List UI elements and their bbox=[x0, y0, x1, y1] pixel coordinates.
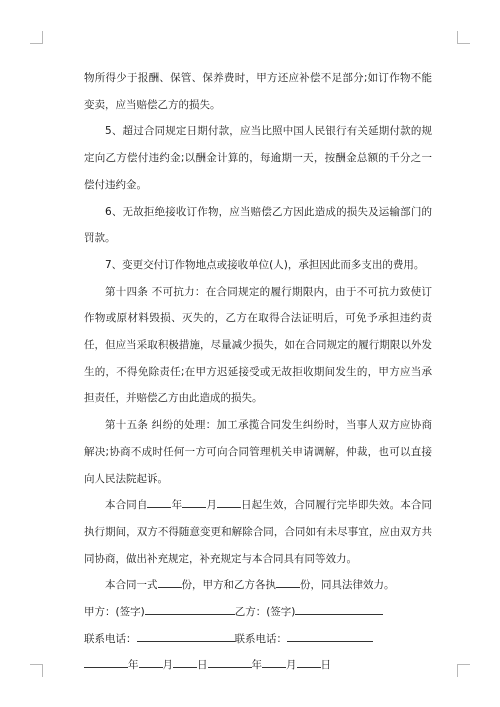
paragraph-article-15: 第十五条 纠纷的处理：加工承揽合同发生纠纷时，当事人双方应协商解决;协商不成时任何一方可向合同管理机关申请调解，仲裁，也可以直接向人民法院起诉。 bbox=[84, 419, 432, 485]
paragraph-article-14: 第十四条 不可抗力：在合同规定的履行期限内，由于不可抗力致使订作物或原材料毁损、灭失的，乙方在取得合法证明后，可免予承担违约责任，但应当采取积极措施，尽量减少损失，如在合同规定的履行期限以外发生的，不得免除责任;在甲方迟延接受或无故拒收期间发生的，甲方应当承担责任，并赔偿乙方由此造成的损失。 bbox=[84, 285, 432, 405]
effective-text-start: 本合同自 bbox=[105, 499, 148, 512]
date-line bbox=[84, 652, 432, 679]
effective-month-label: 月 bbox=[206, 499, 217, 512]
effective-year-label: 年 bbox=[171, 499, 183, 512]
party-a-phone-blank bbox=[137, 629, 235, 642]
copies-text-end: 份，同具法律效力。 bbox=[300, 579, 395, 592]
copies-text-middle: 份，甲方和乙方各执 bbox=[181, 579, 276, 592]
party-b-month-blank bbox=[262, 655, 286, 668]
party-b-year-label: 年 bbox=[251, 659, 262, 672]
paragraph-clause-5: 5、超过合同规定日期付款，应当比照中国人民银行有关延期付款的规定向乙方偿付违约金;以酬金计算的，每逾期一天，按酬金总额的千分之一偿付违约金。 bbox=[84, 125, 432, 191]
month-blank bbox=[182, 495, 206, 508]
copies-each-blank bbox=[276, 575, 300, 588]
paragraph-clause-6: 6、无故拒绝接收订作物，应当赔偿乙方因此造成的损失及运输部门的罚款。 bbox=[84, 205, 432, 245]
crop-mark-top-left bbox=[30, 31, 43, 44]
party-b-phone-blank bbox=[287, 629, 373, 642]
party-a-day-blank bbox=[173, 655, 197, 668]
party-b-day-label: 日 bbox=[320, 659, 331, 672]
paragraph-effective-term bbox=[84, 492, 432, 572]
party-a-signature-blank bbox=[145, 602, 235, 615]
crop-mark-bottom-right bbox=[457, 664, 470, 677]
crop-mark-bottom-left bbox=[30, 664, 43, 677]
party-a-month-label: 月 bbox=[162, 659, 173, 672]
party-a-year-blank bbox=[84, 655, 128, 668]
party-b-day-blank bbox=[297, 655, 321, 668]
paragraph-copies bbox=[84, 572, 432, 599]
paragraph-continued: 物所得少于报酬、保管、保养费时，甲方还应补偿不足部分;如订作物不能变卖，应当赔偿乙方的损失。 bbox=[84, 72, 432, 111]
party-a-phone-label: 联系电话： bbox=[84, 632, 137, 645]
day-blank bbox=[217, 495, 241, 508]
copies-text-start: 本合同一式 bbox=[105, 579, 158, 592]
party-b-month-label: 月 bbox=[286, 659, 297, 672]
effective-text-rest: 日起生效，合同履行完毕即失效。本合同执行期间，双方不得随意变更和解除合同，合同如有未尽事宜，应由双方共同协商，做出补充规定，补充规定与本合同具有同等效力。 bbox=[84, 499, 433, 565]
party-b-signature-blank bbox=[295, 602, 383, 615]
party-a-month-blank bbox=[139, 655, 163, 668]
party-a-signature-label: 甲方：(签字) bbox=[84, 606, 145, 619]
document-body bbox=[84, 65, 432, 679]
party-a-day-label: 日 bbox=[197, 659, 208, 672]
copies-total-blank bbox=[158, 575, 182, 588]
crop-mark-top-right bbox=[457, 31, 470, 44]
year-blank bbox=[147, 495, 171, 508]
signature-line bbox=[84, 599, 432, 626]
paragraph-clause-7: 7、变更交付订作物地点或接收单位(人)，承担因此而多支出的费用。 bbox=[105, 258, 425, 271]
party-b-phone-label: 联系电话： bbox=[234, 632, 287, 645]
party-b-signature-label: 乙方：(签字) bbox=[234, 606, 296, 619]
party-b-year-blank bbox=[208, 655, 252, 668]
contact-line bbox=[84, 626, 432, 653]
party-a-year-label: 年 bbox=[128, 659, 139, 672]
